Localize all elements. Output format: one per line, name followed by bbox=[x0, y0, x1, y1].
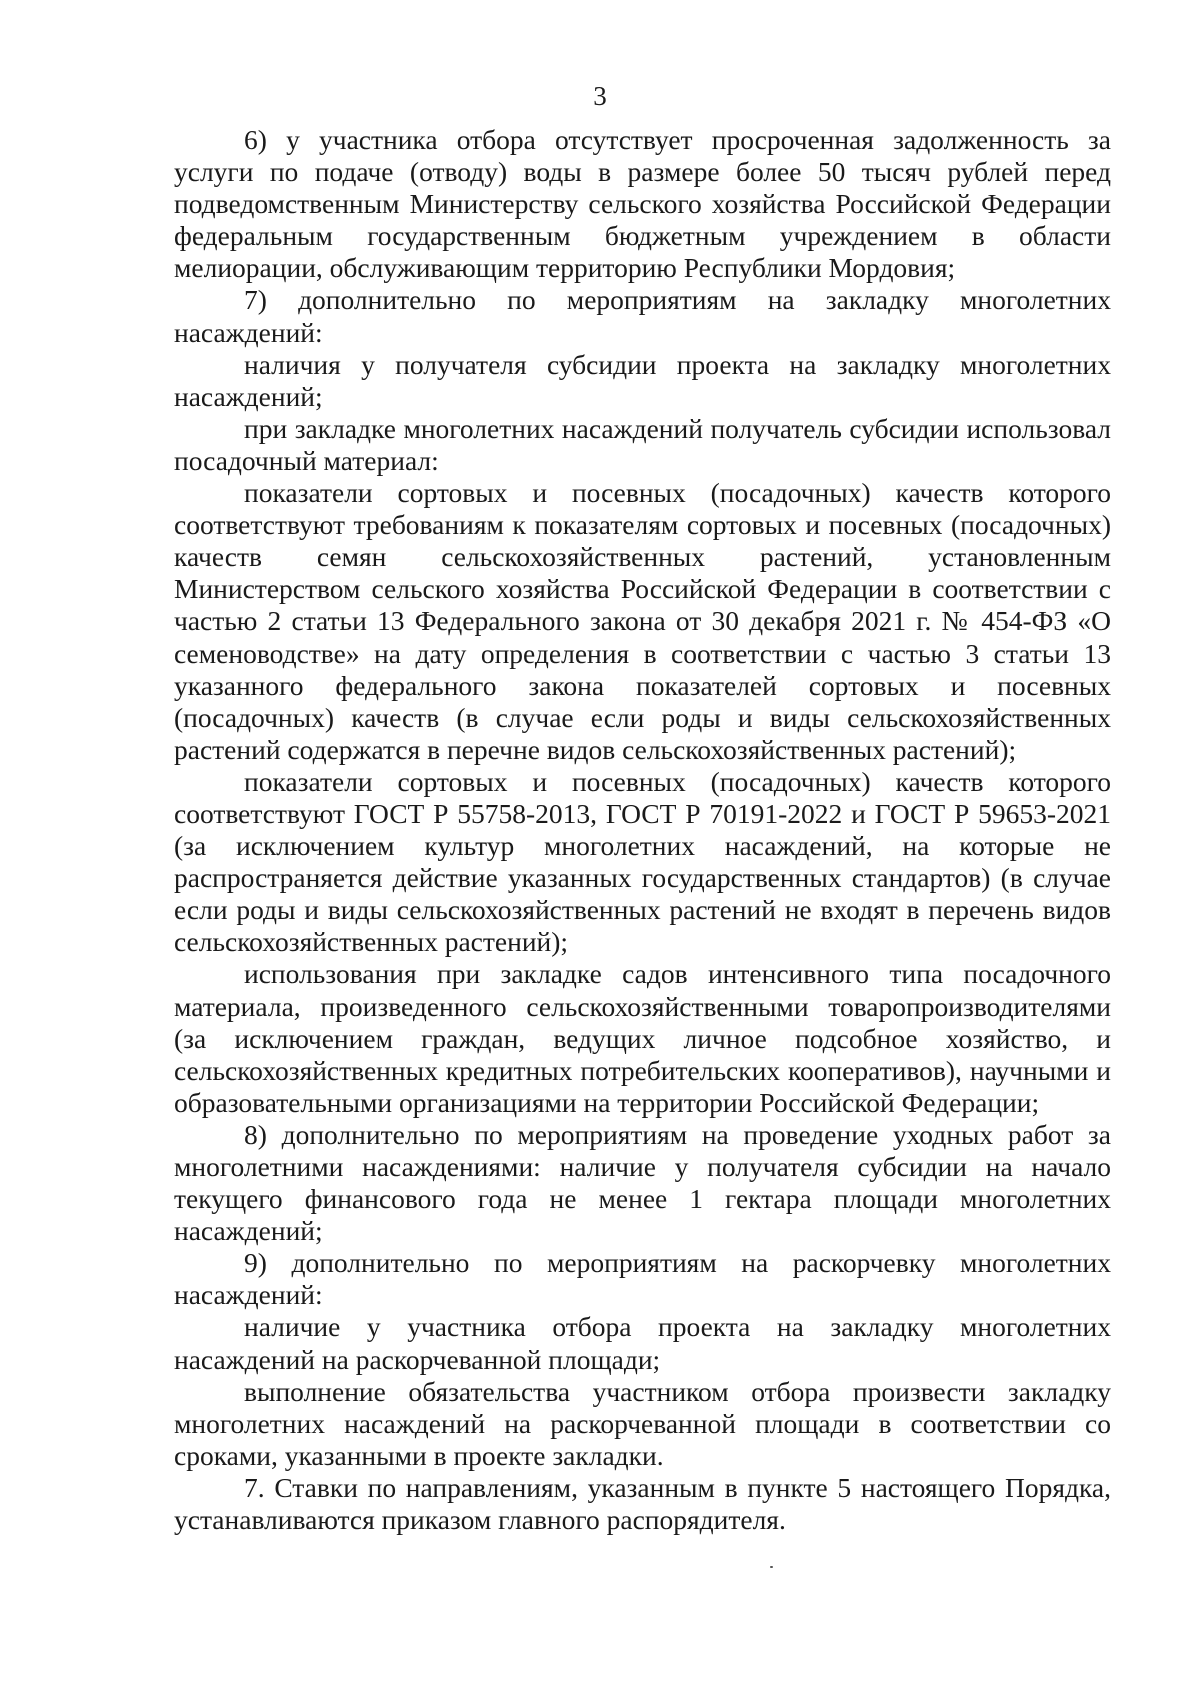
paragraph-seed-quality-list: показатели сортовых и посевных (посадочных) качеств которого соответствуют требованиям к показателям сортовых и посевных (посадочных) качеств семян сельскохозяйственных растений, установленным Министерством сельского хозяйства Российской Федерации в соответствии с частью 2 статьи 13 Федерального закона от 30 декабря 2021 г. № 454-ФЗ «О семеноводстве» на дату определения в соответствии с частью 3 статьи 13 указанного федерального закона показателей сортовых и посевных (посадочных) качеств (в случае если роды и виды сельскохозяйственных растений содержатся в перечне видов сельскохозяйственных растений); bbox=[174, 477, 1111, 765]
paragraph-project-requirement: наличия у получателя субсидии проекта на закладку многолетних насаждений; bbox=[174, 348, 1111, 412]
paragraph-planting-material: при закладке многолетних насаждений получатель субсидии использовал посадочный материал: bbox=[174, 412, 1111, 476]
document-body bbox=[174, 124, 1111, 1536]
paragraph-item-9: 9) дополнительно по мероприятиям на раскорчевку многолетних насаждений: bbox=[174, 1247, 1111, 1311]
scan-speck bbox=[770, 1566, 773, 1568]
paragraph-section-7-rates: 7. Ставки по направлениям, указанным в пункте 5 настоящего Порядка, устанавливаются приказом главного распорядителя. bbox=[174, 1471, 1111, 1536]
page-number: 3 bbox=[593, 81, 607, 111]
paragraph-item-8: 8) дополнительно по мероприятиям на проведение уходных работ за многолетними насаждениями: наличие у получателя субсидии на начало текущего финансового года не менее 1 гектара площади многолетних насаждений; bbox=[174, 1118, 1111, 1247]
paragraph-uprooting-project: наличие у участника отбора проекта на закладку многолетних насаждений на раскорчеванной площади; bbox=[174, 1311, 1111, 1375]
paragraph-uprooting-obligation: выполнение обязательства участником отбора произвести закладку многолетних насаждений на раскорчеванной площади в соответствии со сроками, указанными в проекте закладки. bbox=[174, 1375, 1111, 1471]
paragraph-item-7: 7) дополнительно по мероприятиям на закладку многолетних насаждений: bbox=[174, 284, 1111, 348]
paragraph-gost-standards: показатели сортовых и посевных (посадочных) качеств которого соответствуют ГОСТ Р 55758-2013, ГОСТ Р 70191-2022 и ГОСТ Р 59653-2021 (за исключением культур многолетних насаждений, на которые не распространяется действие указанных государственных стандартов) (в случае если роды и виды сельскохозяйственных растений не входят в перечень видов сельскохозяйственных растений); bbox=[174, 765, 1111, 958]
paragraph-intensive-gardens: использования при закладке садов интенсивного типа посадочного материала, произведенного сельскохозяйственными товаропроизводителями (за исключением граждан, ведущих личное подсобное хозяйство, и сельскохозяйственных кредитных потребительских кооперативов), научными и образовательными организациями на территории Российской Федерации; bbox=[174, 958, 1111, 1118]
paragraph-item-6: 6) у участника отбора отсутствует просроченная задолженность за услуги по подаче (отводу) воды в размере более 50 тысяч рублей перед подведомственным Министерству сельского хозяйства Российской Федерации федеральным государственным бюджетным учреждением в области мелиорации, обслуживающим территорию Республики Мордовия; bbox=[174, 124, 1111, 284]
